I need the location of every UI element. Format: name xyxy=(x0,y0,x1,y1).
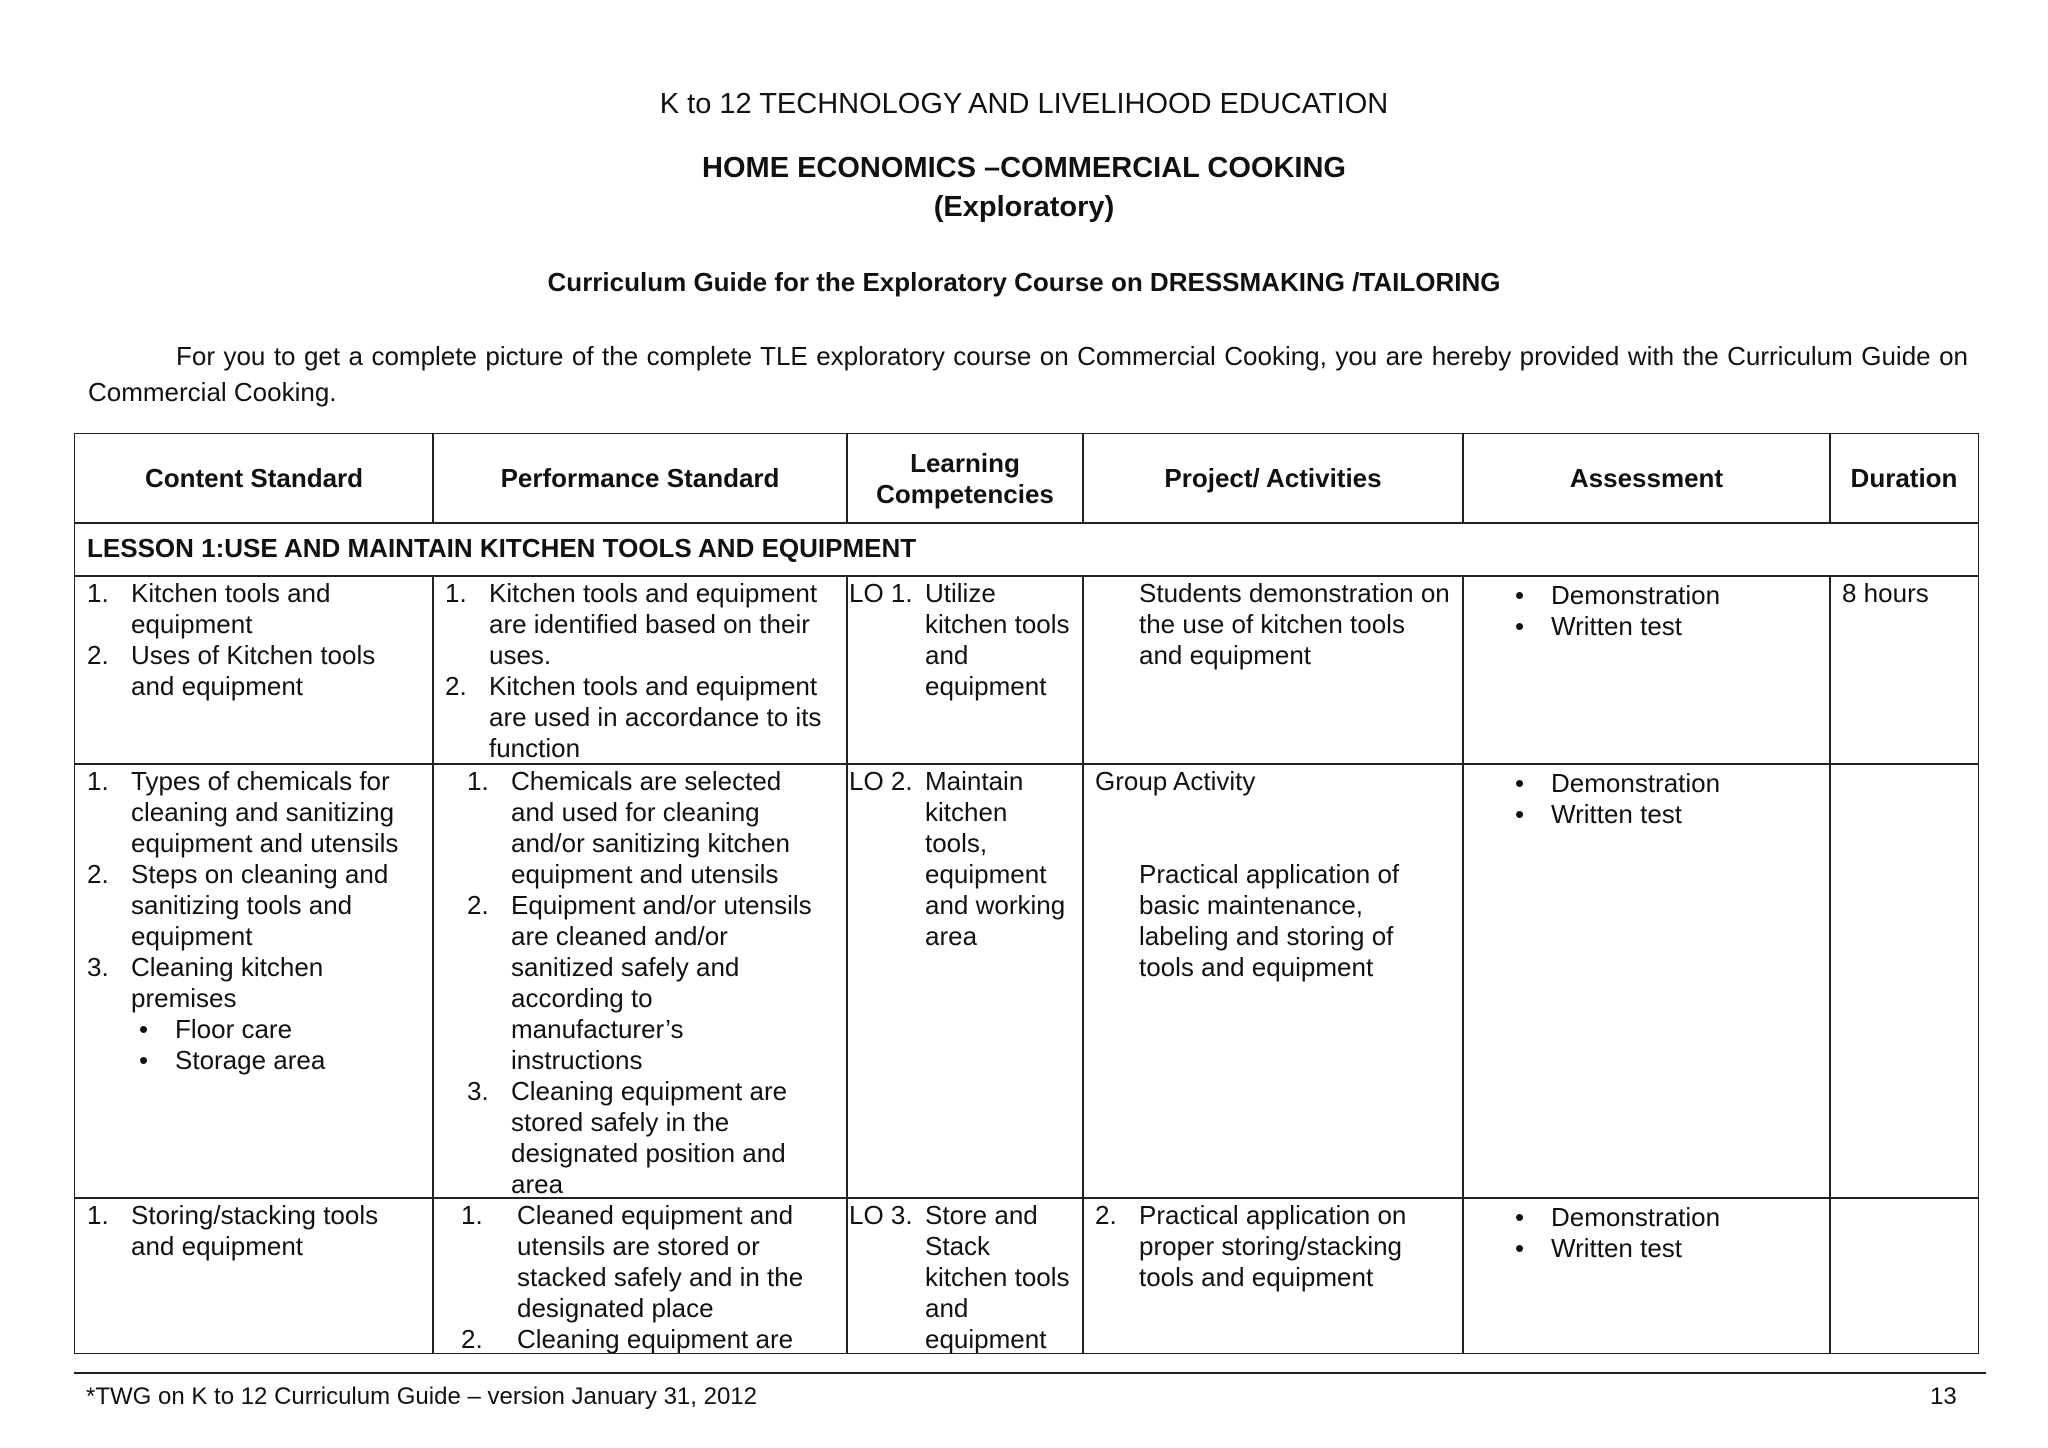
lo-label: LO 2. xyxy=(849,766,913,796)
row1-assessment-cell xyxy=(1462,575,1831,765)
col-header-assessment: Assessment xyxy=(1462,433,1831,524)
row3-content-cell xyxy=(74,1197,434,1354)
activity-number: 2. xyxy=(1095,1200,1117,1230)
list-item: 1. Types of chemicals for cleaning and sanitizing equipment and utensils xyxy=(87,766,399,858)
course-type: (Exploratory) xyxy=(933,191,1115,223)
intro-text: For you to get a complete picture of the complete TLE exploratory course on Commercial Cooking, you are hereby provided with the Curriculum Guide on Commercial Cooking. xyxy=(88,341,1968,407)
row3-activities-cell xyxy=(1082,1197,1464,1354)
list-item: 3. Cleaning equipment are stored safely in the designated position and area xyxy=(467,1076,788,1199)
page-number: 13 xyxy=(1930,1383,1957,1410)
list-item: 1. Kitchen tools and equipment xyxy=(87,578,331,639)
col-header-performance-standard: Performance Standard xyxy=(432,433,848,524)
activity-text: Practical application on proper storing/stacking tools and equipment xyxy=(1139,1200,1407,1292)
program-title: K to 12 TECHNOLOGY AND LIVELIHOOD EDUCATION xyxy=(659,88,1389,120)
lo-text: Utilize kitchen tools and equipment xyxy=(925,578,1070,701)
lo-label: LO 3. xyxy=(849,1200,913,1230)
list-item: • Demonstration xyxy=(1515,580,1721,610)
row1-content-cell xyxy=(74,575,434,765)
list-item: • Demonstration xyxy=(1515,1202,1721,1232)
list-item: • Demonstration xyxy=(1515,768,1721,798)
row3-assessment-cell xyxy=(1462,1197,1831,1354)
row2-competency-cell xyxy=(846,763,1084,1199)
curriculum-table xyxy=(74,433,1979,1354)
lo-text: Store and Stack kitchen tools and equipment xyxy=(925,1200,1070,1354)
row2-activities-cell xyxy=(1082,763,1464,1199)
col-header-project-activities: Project/ Activities xyxy=(1082,433,1464,524)
row2-assessment-cell xyxy=(1462,763,1831,1199)
lesson-heading: LESSON 1:USE AND MAINTAIN KITCHEN TOOLS AND EQUIPMENT xyxy=(74,522,1979,577)
list-item: 2. Uses of Kitchen tools and equipment xyxy=(87,640,376,701)
list-item: • Written test xyxy=(1515,611,1683,641)
col-header-duration: Duration xyxy=(1829,433,1979,524)
sub-list-item: • Floor care xyxy=(139,1014,293,1044)
list-item: • Written test xyxy=(1515,1233,1683,1263)
guide-title: Curriculum Guide for the Exploratory Course on DRESSMAKING /TAILORING xyxy=(547,267,1501,297)
list-item: 3. Cleaning kitchen premises xyxy=(87,952,324,1013)
list-item: 2. Kitchen tools and equipment are used in accordance to its function xyxy=(445,671,822,763)
col-header-learning-competencies: Learning Competencies xyxy=(846,433,1084,524)
subject-title: HOME ECONOMICS –COMMERCIAL COOKING xyxy=(702,152,1346,184)
activity-text: Students demonstration on the use of kitchen tools and equipment xyxy=(1139,578,1450,670)
col-header-content-standard: Content Standard xyxy=(74,433,434,524)
activity-text: Practical application of basic maintenance, labeling and storing of tools and equipment xyxy=(1139,859,1400,982)
row3-performance-cell xyxy=(432,1197,848,1354)
footer-version: *TWG on K to 12 Curriculum Guide – version January 31, 2012 xyxy=(86,1383,757,1410)
row3-duration-cell xyxy=(1829,1197,1979,1354)
list-item: 2. Cleaning equipment are xyxy=(461,1324,794,1354)
list-item: 2. Equipment and/or utensils are cleaned and/or sanitized safely and according to manufacturer’s instructions xyxy=(467,890,812,1075)
row1-competency-cell xyxy=(846,575,1084,765)
duration-text: 8 hours xyxy=(1842,578,1929,608)
lo-text: Maintain kitchen tools, equipment and working area xyxy=(925,766,1066,951)
list-item: 1. Kitchen tools and equipment are identified based on their uses. xyxy=(445,578,818,670)
list-item: 1. Cleaned equipment and utensils are stored or stacked safely and in the designated place xyxy=(461,1200,804,1323)
list-item: 1. Chemicals are selected and used for cleaning and/or sanitizing kitchen equipment and utensils xyxy=(467,766,790,889)
sub-list-item: • Storage area xyxy=(139,1045,326,1075)
row2-duration-cell xyxy=(1829,763,1979,1199)
list-item: 2. Steps on cleaning and sanitizing tools and equipment xyxy=(87,859,389,951)
row1-duration-cell xyxy=(1829,575,1979,765)
lo-label: LO 1. xyxy=(849,578,913,608)
list-item: • Written test xyxy=(1515,799,1683,829)
intro-paragraph xyxy=(88,338,1968,410)
row1-activities-cell xyxy=(1082,575,1464,765)
row3-competency-cell xyxy=(846,1197,1084,1354)
list-item: 1. Storing/stacking tools and equipment xyxy=(87,1200,379,1261)
row2-performance-cell xyxy=(432,763,848,1199)
activity-group-label: Group Activity xyxy=(1095,766,1256,796)
row2-content-cell xyxy=(74,763,434,1199)
row1-performance-cell xyxy=(432,575,848,765)
footer-divider xyxy=(74,1372,1986,1374)
